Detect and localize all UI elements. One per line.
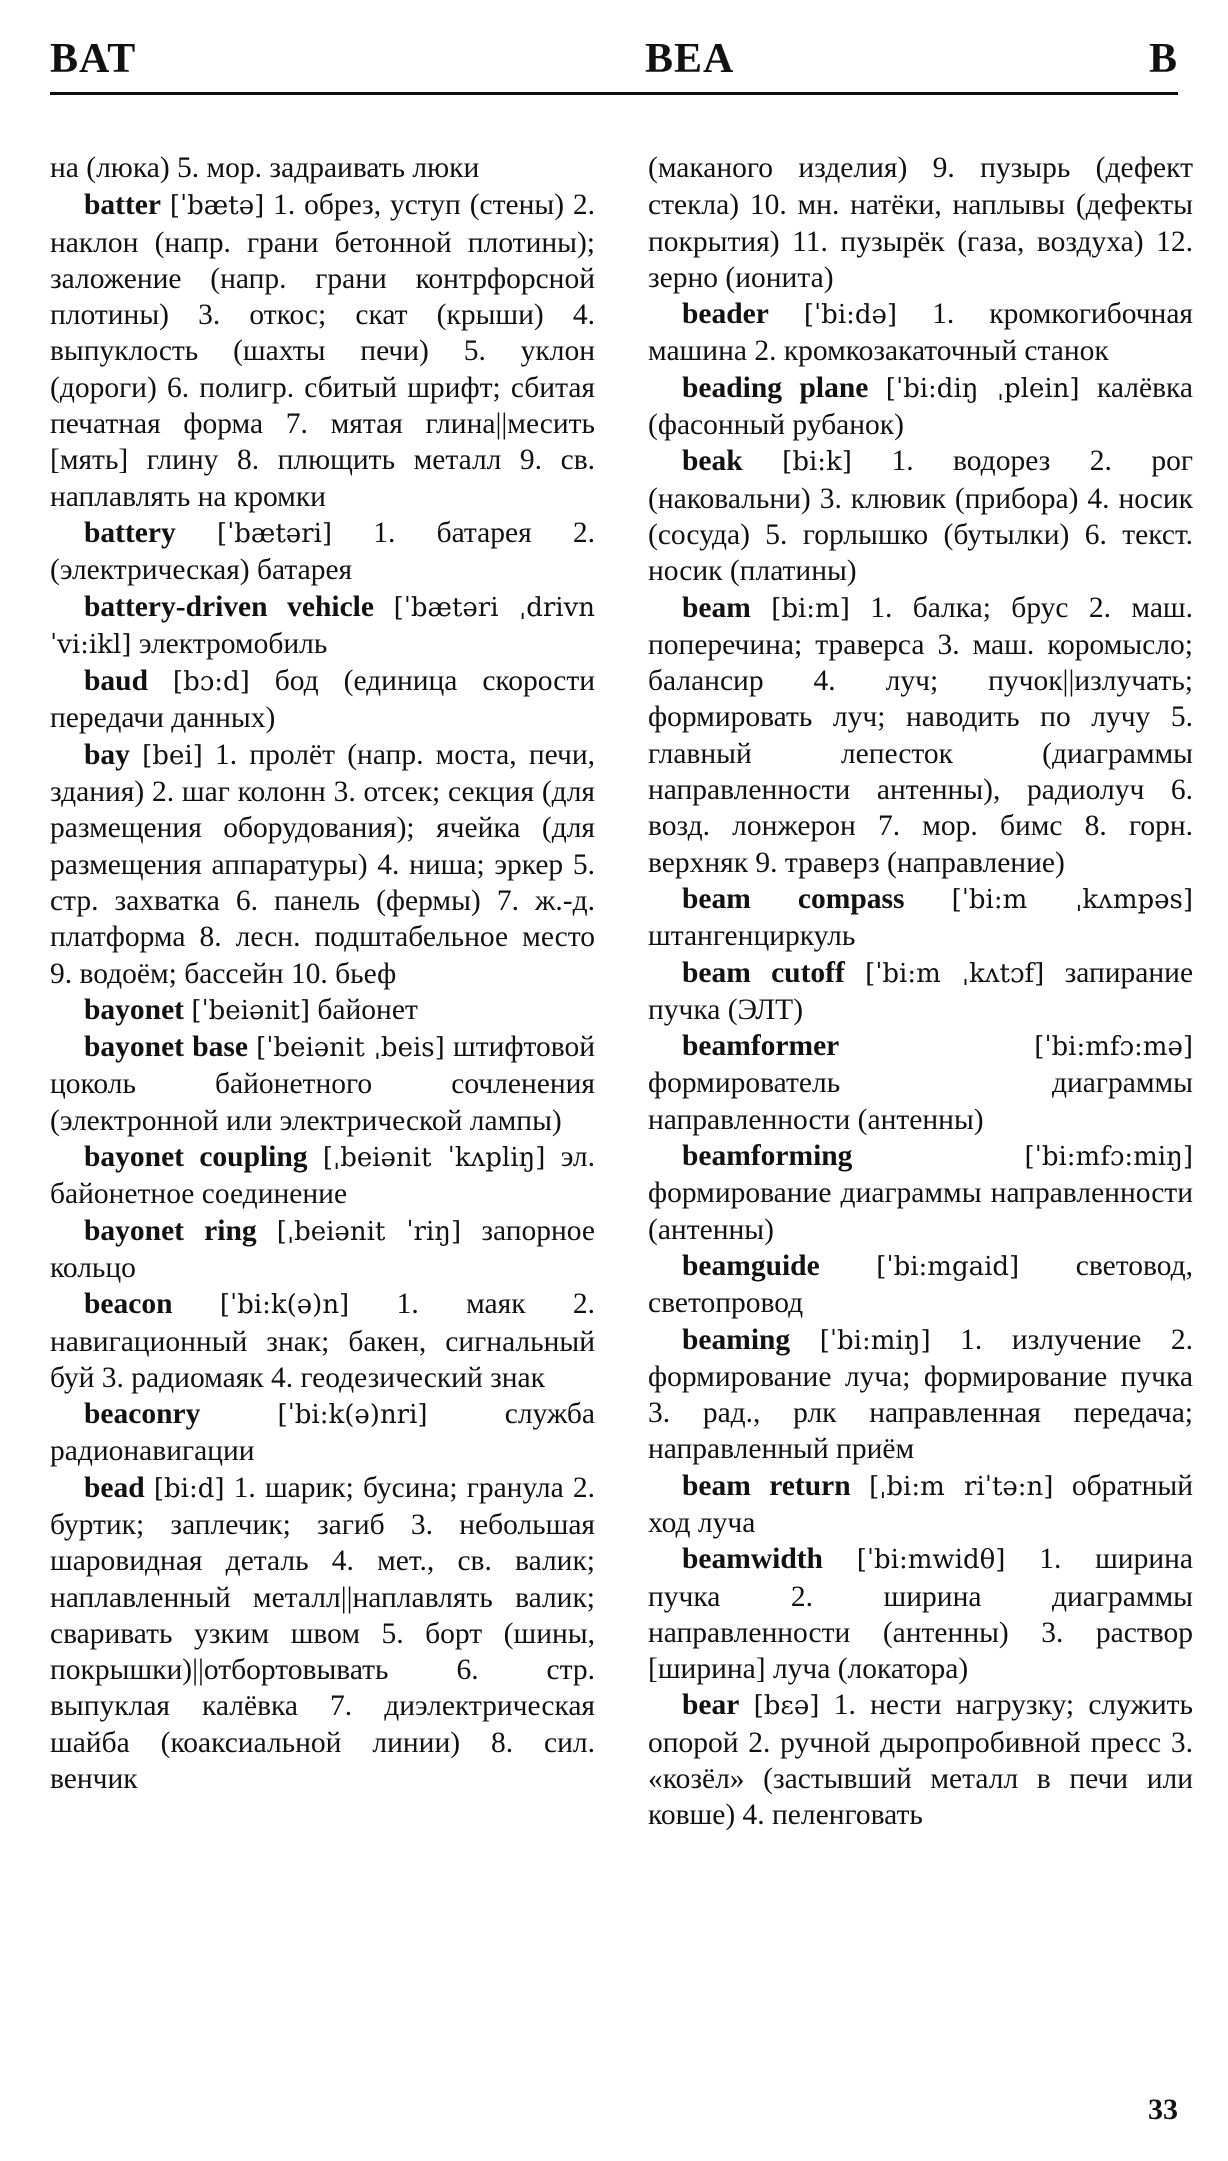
- entry-headword: baud: [84, 665, 148, 698]
- entry-headword: battery: [84, 516, 176, 549]
- entry-transcription: [bi:m]: [771, 593, 850, 624]
- dictionary-entry: [648, 1248, 1193, 1322]
- entry-transcription: [bɔ:d]: [172, 667, 250, 698]
- dictionary-entry: [648, 296, 1193, 370]
- entry-headword: beam cutoff: [682, 956, 845, 989]
- dictionary-entry: [648, 443, 1193, 589]
- entry-transcription: [ˈbætə]: [169, 191, 265, 222]
- entry-transcription: [bi:k]: [782, 447, 852, 478]
- entry-headword: beamforming: [682, 1140, 853, 1173]
- entry-definition: штифтовой цоколь байонетного сочленения (электронной или электрической лампы): [50, 1031, 596, 1137]
- entry-headword: beamformer: [682, 1030, 840, 1063]
- dictionary-entry: [648, 881, 1193, 955]
- dictionary-entry: [50, 515, 595, 589]
- dictionary-entry: [50, 663, 595, 737]
- dictionary-entry: [50, 589, 595, 664]
- entry-definition: бод (единица скорости передачи данных): [50, 665, 596, 735]
- entry-transcription: [ˈbætəri]: [216, 518, 333, 549]
- entry-headword: beading plane: [682, 371, 869, 404]
- entry-definition: 1. балка; брус 2. маш. поперечина; траверса 3. маш. коромысло; балансир 4. луч; пучок||излучать; формировать луч; наводить по лучу 5. главный лепесток (диаграммы направленности антенны), радиолуч 6. возд. лонжерон 7. мор. бимс 8. горн. верхняк 9. траверз (направление): [648, 591, 1194, 879]
- entry-transcription: [ˈbætəri ˌdrivn ˈvi:ikl]: [50, 592, 596, 660]
- entry-definition: байонет: [317, 993, 418, 1026]
- entry-headword: beader: [682, 298, 769, 331]
- right-column: [648, 150, 1193, 1834]
- entry-transcription: [ˈbeiənit]: [191, 995, 311, 1026]
- entry-headword: bead: [84, 1471, 145, 1504]
- dictionary-entry: [50, 992, 595, 1029]
- running-header: [50, 38, 1178, 96]
- entry-headword: beamwidth: [682, 1543, 823, 1576]
- entry-definition: 1. маяк 2. навигационный знак; бакен, сигнальный буй 3. радиомаяк 4. геодезический знак: [50, 1288, 596, 1394]
- dictionary-entry: [50, 1286, 595, 1396]
- entry-headword: batter: [84, 189, 161, 222]
- dictionary-entry: [50, 1470, 595, 1798]
- entry-transcription: [ˈbi:mfɔ:mə]: [1034, 1032, 1193, 1063]
- entry-definition: 1. шарик; бусина; гранула 2. буртик; заплечик; загиб 3. небольшая шаровидная деталь 4. мет., св. валик; наплавленный металл||наплавлять валик; сваривать узким швом 5. борт (шины, покрышки)||отбортовывать 6. стр. выпуклая калёвка 7. диэлектрическая шайба (коаксиальной линии) 8. сил. венчик: [50, 1471, 596, 1796]
- entry-transcription: [ˌbeiənit ˈkʌpliŋ]: [322, 1143, 546, 1174]
- dictionary-entry: [648, 1028, 1193, 1138]
- entry-headword: bear: [682, 1689, 740, 1722]
- entry-definition: формирование диаграммы направленности (антенны): [648, 1177, 1193, 1246]
- entry-definition: 1. обрез, уступ (стены) 2. наклон (напр. грани бетонной плотины); заложение (напр. грани контрфорсной плотины) 3. откос; скат (крыши) 4. выпуклость (шахты печи) 5. уклон (дороги) 6. полигр. сбитый шрифт; сбитая печатная форма 7. мятая глина||месить [мять] глину 8. плющить металл 9. св. наплавлять на кромки: [50, 189, 596, 513]
- dictionary-entry: [648, 590, 1193, 881]
- entry-transcription: [ˈbi:m ˌkʌmpəs]: [951, 884, 1193, 915]
- dictionary-entry: [50, 1029, 595, 1139]
- entry-headword: battery-driven vehicle: [84, 590, 374, 623]
- entry-transcription: [ˈbi:miŋ]: [819, 1325, 931, 1356]
- dictionary-entry: [50, 737, 595, 992]
- dictionary-entry: [50, 1139, 595, 1213]
- entry-transcription: [ˌbi:m riˈtə:n]: [869, 1471, 1054, 1502]
- entry-headword: bayonet coupling: [84, 1141, 308, 1174]
- entry-definition: 1. кромкогибочная машина 2. кромкозакаточный станок: [648, 298, 1193, 368]
- entry-transcription: [ˈbi:də]: [803, 300, 898, 331]
- entry-definition: обратный ход луча: [648, 1469, 1194, 1539]
- entry-headword: beamguide: [682, 1249, 820, 1282]
- dictionary-entry: [648, 955, 1193, 1029]
- entry-definition: (маканого изделия) 9. пузырь (дефект стекла) 10. мн. натёки, наплывы (дефекты покрытия) 11. пузырёк (газа, воздуха) 12. зерно (ионита): [648, 152, 1193, 294]
- entry-definition: электромобиль: [138, 627, 328, 660]
- dictionary-entry: [648, 150, 1193, 296]
- entry-transcription: [ˈbi:k(ə)n]: [219, 1290, 350, 1321]
- entry-headword: beaming: [682, 1323, 791, 1356]
- entry-transcription: [ˈbi:diŋ ˌplein]: [885, 373, 1080, 404]
- entry-headword: bayonet: [84, 993, 184, 1026]
- entry-definition: штангенциркуль: [648, 920, 856, 953]
- entry-definition: формирователь диаграммы направленности (антенны): [648, 1067, 1193, 1136]
- entry-transcription: [ˈbeiənit ˌbeis]: [256, 1033, 445, 1064]
- entry-transcription: [ˌbeiənit ˈriŋ]: [276, 1216, 462, 1247]
- entry-transcription: [bεə]: [753, 1691, 820, 1722]
- dictionary-entry: [50, 150, 595, 187]
- entry-transcription: [ˈbi:k(ə)nri]: [277, 1400, 428, 1431]
- entry-definition: запорное кольцо: [50, 1214, 596, 1284]
- center-guide-word: BEA: [645, 36, 735, 82]
- entry-definition: 1. водорез 2. рог (наковальни) 3. клювик (прибора) 4. носик (сосуда) 5. горлышко (бутылки) 6. текст. носик (платины): [648, 445, 1194, 588]
- dictionary-entry: [648, 1322, 1193, 1468]
- entry-definition: 1. ширина пучка 2. ширина диаграммы направленности (антенны) 3. раствор [ширина] луча (локатора): [648, 1543, 1193, 1686]
- header-rule: [50, 92, 1178, 95]
- entry-definition: запирание пучка (ЭЛТ): [648, 956, 1194, 1026]
- entry-definition: 1. нести нагрузку; служить опорой 2. ручной дыропробивной пресс 3. «козёл» (застывший металл в печи или ковше) 4. пеленговать: [648, 1689, 1194, 1832]
- entry-transcription: [bei]: [142, 740, 203, 771]
- dictionary-entry: [648, 1541, 1193, 1687]
- dictionary-entry: [648, 1687, 1193, 1833]
- entry-headword: beam compass: [682, 882, 905, 915]
- entry-definition: на (люка) 5. мор. задраивать люки: [50, 152, 480, 184]
- entry-definition: 1. пролёт (напр. моста, печи, здания) 2. шаг колонн 3. отсек; секция (для размещения оборудования); ячейка (для размещения аппаратуры) 4. ниша; эркер 5. стр. захватка 6. панель (фермы) 7. ж.-д. платформа 8. лесн. подштабельное место 9. водоём; бассейн 10. бьеф: [50, 738, 596, 990]
- entry-transcription: [bi:d]: [153, 1473, 225, 1504]
- section-letter: B: [1148, 36, 1178, 82]
- entry-definition: световод, светопровод: [648, 1249, 1194, 1320]
- entry-headword: beam: [682, 591, 751, 624]
- dictionary-entry: [50, 1396, 595, 1470]
- entry-transcription: [ˈbi:mfɔ:miŋ]: [1024, 1142, 1193, 1173]
- dictionary-entry: [50, 187, 595, 515]
- entry-definition: 1. батарея 2. (электрическая) батарея: [50, 516, 596, 587]
- entry-transcription: [ˈbi:mgaid]: [876, 1251, 1020, 1282]
- entry-headword: beak: [682, 445, 743, 478]
- left-column: [50, 150, 595, 1797]
- dictionary-entry: [648, 1468, 1193, 1542]
- entry-transcription: [ˈbi:m ˌkʌtɔf]: [865, 958, 1045, 989]
- dictionary-entry: [50, 1213, 595, 1287]
- dictionary-entry: [648, 370, 1193, 444]
- dictionary-entry: [648, 1138, 1193, 1248]
- entry-definition: эл. байонетное соединение: [50, 1141, 596, 1211]
- entry-headword: bayonet base: [84, 1031, 248, 1064]
- entry-definition: служба радионавигации: [50, 1398, 596, 1468]
- entry-headword: beaconry: [84, 1398, 201, 1431]
- page-number: 33: [1148, 2093, 1178, 2126]
- entry-headword: bay: [84, 738, 130, 771]
- entry-definition: 1. излучение 2. формирование луча; формирование пучка 3. рад., рлк направленная передача; направленный приём: [648, 1323, 1194, 1466]
- entry-transcription: [ˈbi:mwidθ]: [856, 1545, 1006, 1576]
- entry-headword: beacon: [84, 1288, 173, 1321]
- entry-headword: beam return: [682, 1469, 851, 1502]
- left-guide-word: BAT: [50, 36, 137, 82]
- entry-definition: калёвка (фасонный рубанок): [648, 371, 1193, 442]
- entry-headword: bayonet ring: [84, 1214, 257, 1247]
